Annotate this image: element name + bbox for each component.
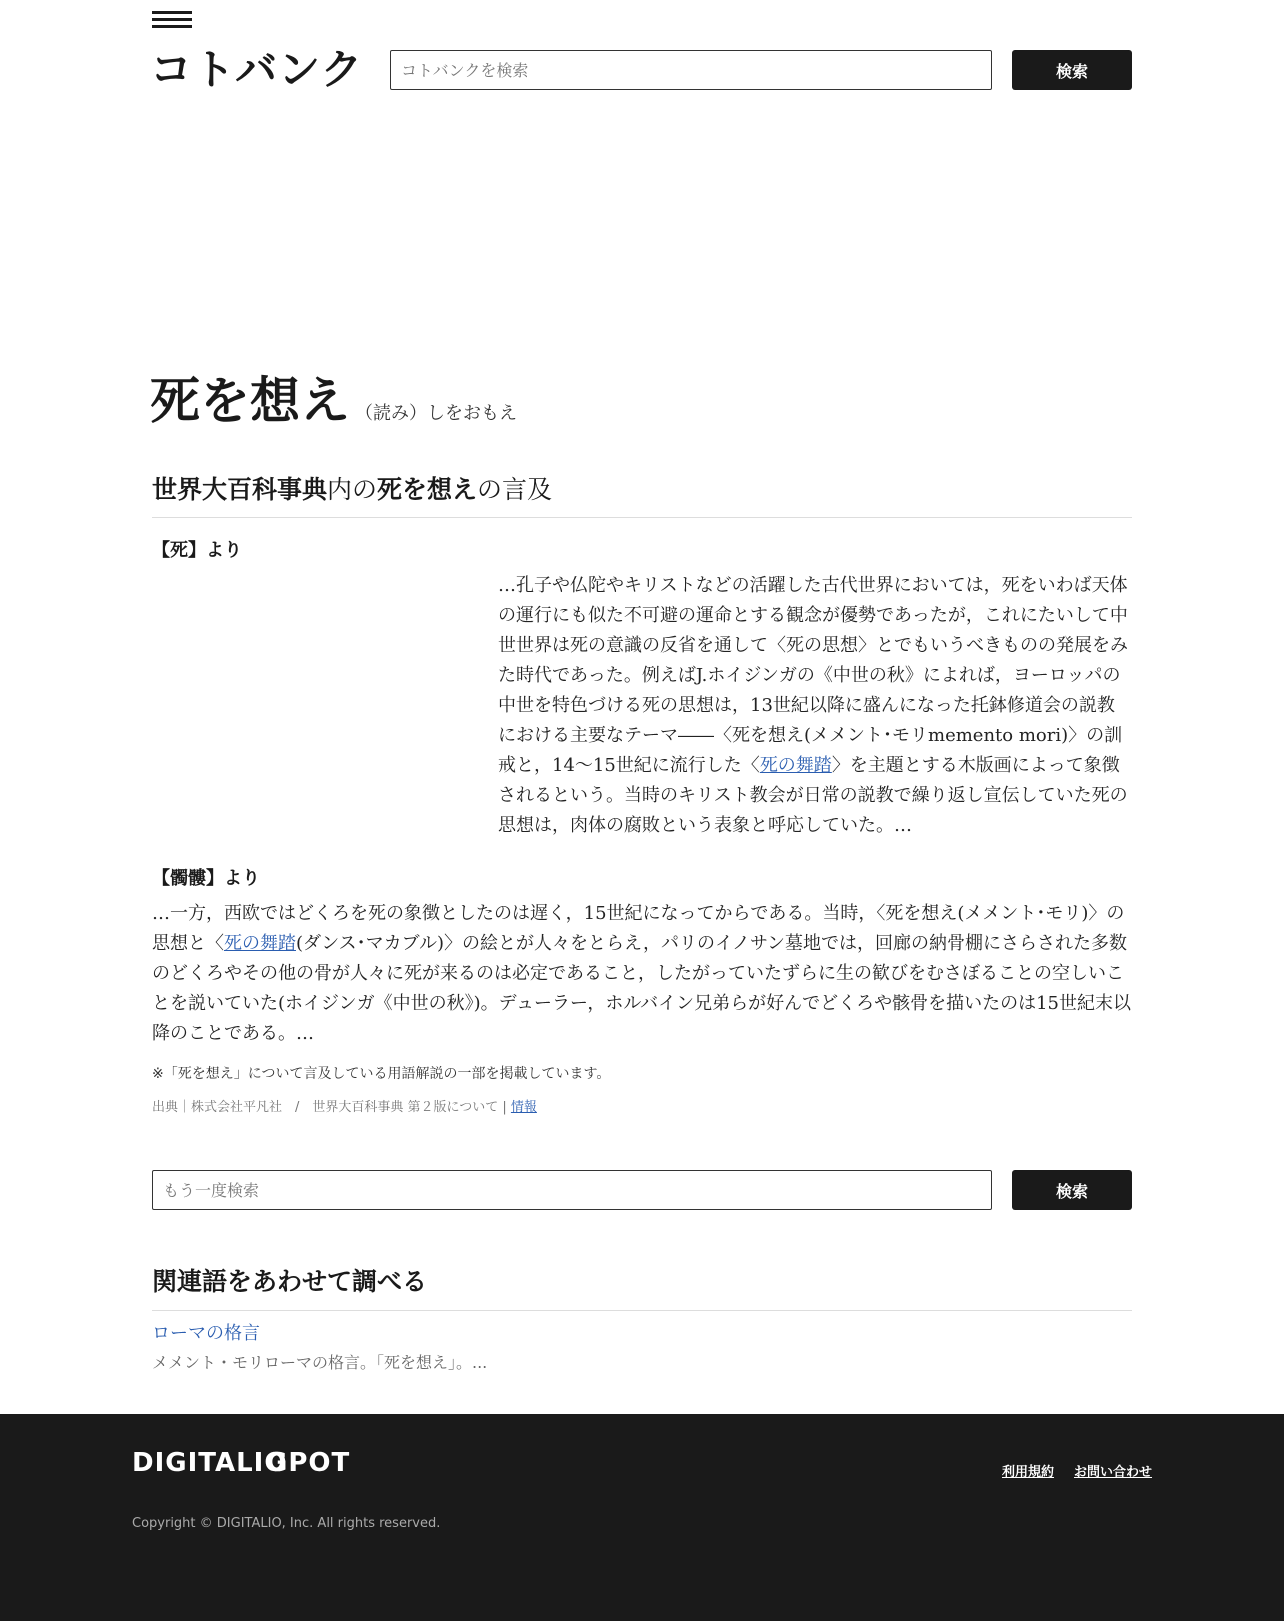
reading: （読み）しをおもえ [355, 403, 517, 424]
copyright: Copyright © DIGITALIO, Inc. All rights reserved. [132, 1516, 441, 1531]
related-heading: 関連語をあわせて調べる [152, 1267, 428, 1296]
excerpt-link[interactable]: 死の舞踏 [759, 755, 832, 776]
contact-link[interactable]: お問い合わせ [1074, 1465, 1153, 1480]
related-item-desc: メメント・モリローマの格言。「死を想え」。... [152, 1353, 488, 1372]
search-button[interactable]: 検索 [1012, 50, 1132, 90]
search-again-button[interactable]: 検索 [1012, 1170, 1132, 1210]
digitalio-logo[interactable]: DIGITALIO [132, 1448, 288, 1478]
search-input[interactable] [390, 50, 992, 90]
gpot-logo[interactable]: GPOT [266, 1448, 351, 1478]
excerpt-heading: 【死】より [152, 540, 242, 561]
excerpt-text: …一方，西欧ではどくろを死の象徴としたのは遅く，15世紀になってからである。当時，〈死を想え(メメント･モリ)〉の思想と〈死の舞踏(ダンス･マカブル)〉の絵とが人々をとらえ，パリのイノサン墓地では，回廊の納骨棚にさらされた多数のどくろやその他の骨が人々に死が来るのは必定であること，したがっていたずらに生の歓びをむさぼることの空しいことを説いていた(ホイジンガ《中世の秋》)。デューラー，ホルバイン兄弟らが好んでどくろや骸骨を描いたのは15世紀末以降のことである。… [152, 903, 1131, 1044]
excerpt-heading: 【髑髏】より [152, 868, 260, 889]
mention-note: ※「死を想え」について言及している用語解説の一部を掲載しています。 [152, 1066, 611, 1082]
divider [152, 517, 1132, 518]
section-heading [152, 470, 552, 506]
terms-link[interactable]: 利用規約 [1002, 1465, 1055, 1480]
search-again-input[interactable] [152, 1170, 992, 1210]
related-item-link[interactable]: ローマの格言 [152, 1323, 260, 1344]
excerpt-link[interactable]: 死の舞踏 [224, 933, 296, 954]
source-info-link[interactable]: 情報 [510, 1100, 537, 1115]
section-source: 世界大百科事典 [152, 475, 328, 504]
excerpt-text: …孔子や仏陀やキリストなどの活躍した古代世界においては，死をいわば天体の運行にも似た不可避の運命とする観念が優勢であったが，これにたいして中世世界は死の意識の反省を通して〈死の思想〉とでもいうべきものの発展をみた時代であった。例えばJ.ホイジンガの《中世の秋》によれば，ヨーロッパの中世を特色づける死の思想は，13世紀以降に盛んになった托鉢修道会の説教における主要なテーマ――〈死を想え(メメント･モリmemento mori)〉の訓戒と，14～15世紀に流行した〈死の舞踏〉を主題とする木版画によって象徴されるという。当時のキリスト教会が日常の説教で繰り返し宣伝していた死の思想は，肉体の腐敗という表象と呼応していた。… [498, 575, 1128, 836]
source-credit: 出典｜株式会社平凡社 / 世界大百科事典 第２版について | 情報 [152, 1100, 537, 1115]
section-suffix: の言及 [477, 475, 553, 504]
section-term: 死を想え [377, 475, 478, 504]
menu-icon[interactable] [152, 11, 192, 30]
footer [0, 1414, 1284, 1621]
divider [152, 1310, 1132, 1311]
section-inner: 内の [327, 475, 378, 504]
page-title: 死を想え [150, 372, 350, 430]
site-logo[interactable]: コトバンク [150, 45, 364, 94]
